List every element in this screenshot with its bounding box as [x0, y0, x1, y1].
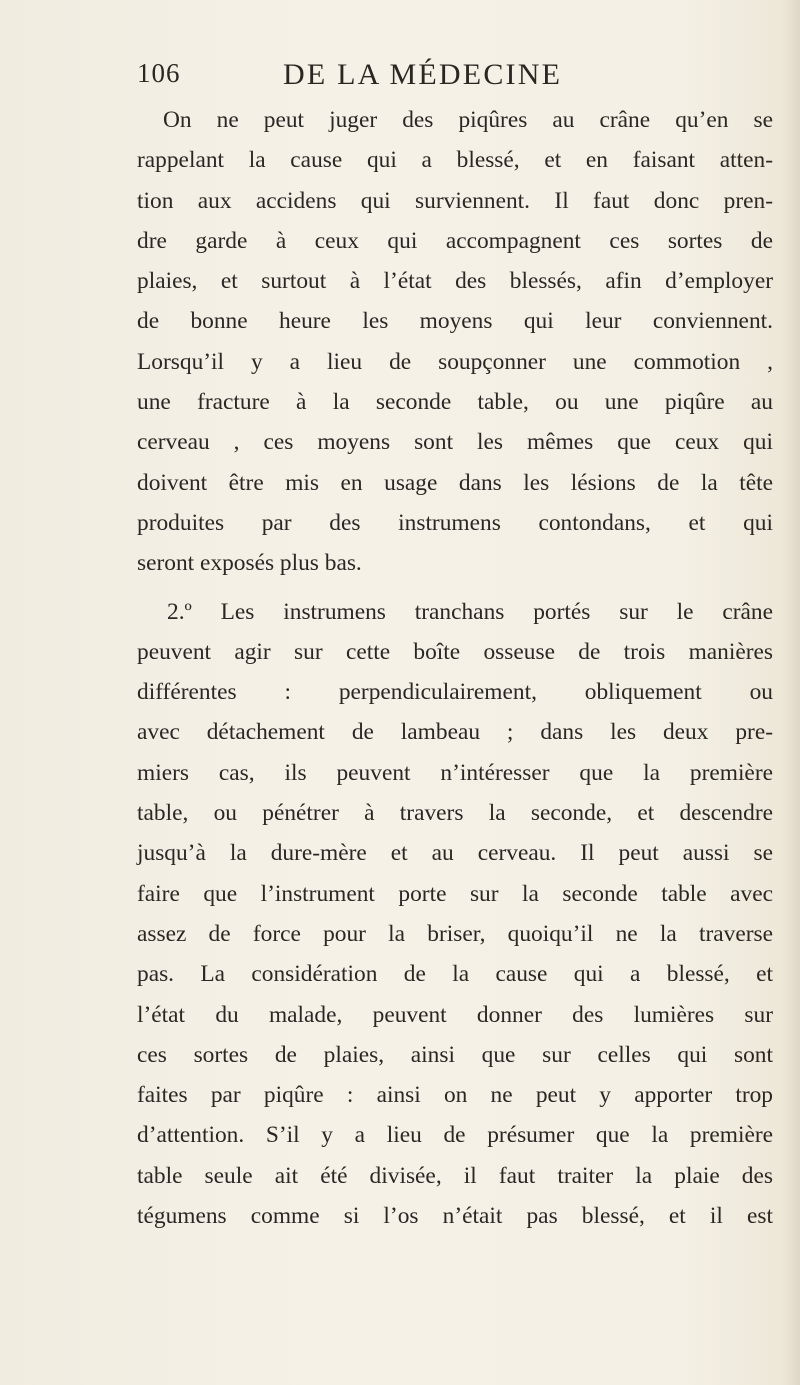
text-line: de bonne heure les moyens qui leur conviennent.	[137, 308, 773, 335]
text-line: table seule ait été divisée, il faut traiter la plaie des	[137, 1162, 773, 1189]
text-line: faire que l’instrument porte sur la seconde table avec	[137, 880, 773, 907]
text-line: dre garde à ceux qui accompagnent ces sortes de	[137, 227, 773, 254]
text-line: Lorsqu’il y a lieu de soupçonner une commotion ,	[137, 348, 773, 375]
text-line: tion aux accidens qui surviennent. Il faut donc pren-	[137, 187, 773, 214]
paragraph-2	[137, 592, 773, 1237]
text-line: cerveau , ces moyens sont les mêmes que ceux qui	[137, 429, 773, 456]
text-line: assez de force pour la briser, quoiqu’il ne la traverse	[137, 920, 773, 947]
text-line: seront exposés plus bas.	[137, 550, 362, 577]
text-line: faites par piqûre : ainsi on ne peut y apporter trop	[137, 1082, 773, 1109]
text-line: produites par des instrumens contondans, et qui	[137, 509, 773, 536]
text-line: jusqu’à la dure-mère et au cerveau. Il peut aussi se	[137, 840, 773, 867]
text-line: miers cas, ils peuvent n’intéresser que la première	[137, 759, 773, 786]
text-line: une fracture à la seconde table, ou une piqûre au	[137, 389, 773, 416]
text-line: ces sortes de plaies, ainsi que sur celles qui sont	[137, 1041, 773, 1068]
running-title: DE LA MÉDECINE	[283, 58, 563, 91]
text-line: tégumens comme si l’os n’était pas blessé, et il est	[137, 1203, 773, 1230]
body-text	[137, 100, 773, 1236]
text-line: table, ou pénétrer à travers la seconde, et descendre	[137, 800, 773, 827]
paragraph-1	[137, 100, 773, 584]
paragraph-gap	[137, 584, 773, 592]
text-line: 2.º Les instrumens tranchans portés sur le crâne	[167, 598, 773, 625]
text-line: différentes : perpendiculairement, obliquement ou	[137, 679, 773, 706]
text-line: pas. La considération de la cause qui a blessé, et	[137, 961, 773, 988]
text-line: On ne peut juger des piqûres au crâne qu’en se	[163, 107, 773, 133]
text-line: l’état du malade, peuvent donner des lumières sur	[137, 1001, 773, 1028]
text-line: peuvent agir sur cette boîte osseuse de trois manières	[137, 638, 773, 665]
page-header	[0, 58, 800, 98]
page-edge-shadow	[782, 0, 800, 1385]
text-line: avec détachement de lambeau ; dans les deux pre-	[137, 719, 773, 746]
text-line: d’attention. S’il y a lieu de présumer que la première	[137, 1122, 773, 1149]
text-line: plaies, et surtout à l’état des blessés, afin d’employer	[137, 268, 773, 295]
text-line: rappelant la cause qui a blessé, et en faisant atten-	[137, 147, 773, 174]
page-number: 106	[137, 58, 181, 88]
text-line: doivent être mis en usage dans les lésions de la tête	[137, 469, 773, 496]
